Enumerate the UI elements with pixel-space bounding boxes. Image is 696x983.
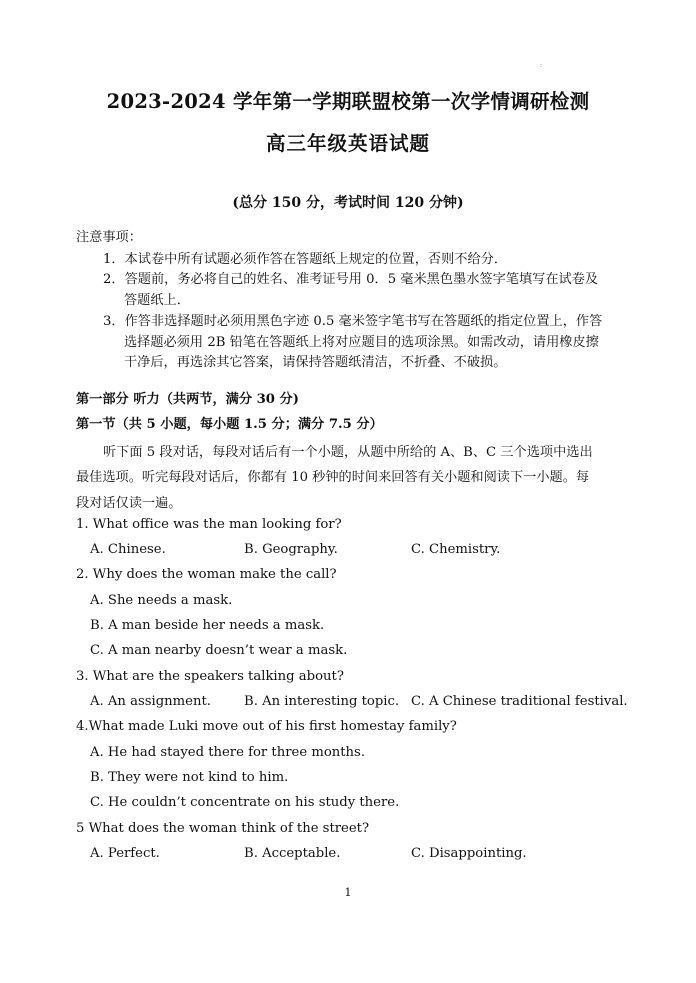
question-1-stem: 1. What office was the man looking for? [76,517,342,532]
notice-item-3: 3．作答非选择题时必须用黑色字迹 0.5 毫米签字笔书写在答题纸的指定位置上，作答 [103,314,603,329]
page-number: 1 [344,886,352,899]
question-5-stem: 5 What does the woman think of the street? [76,821,370,836]
question-2-option-a: A. She needs a mask. [90,593,233,608]
question-2-stem: 2. Why does the woman make the call? [76,567,337,582]
score-time-info: (总分 150 分，考试时间 120 分钟) [232,195,464,211]
part1-heading: 第一部分 听力（共两节，满分 30 分) [76,392,299,407]
notice-heading: 注意事项： [76,230,142,245]
exam-title: 2023-2024 学年第一学期联盟校第一次学情调研检测 [106,90,590,113]
question-2-option-b: B. A man beside her needs a mask. [90,618,325,633]
corner-mark: : [540,62,543,69]
question-3-option-a: A. An assignment. [90,694,211,709]
question-3-stem: 3. What are the speakers talking about? [76,669,344,684]
notice-item-2: 2．答题前，务必将自己的姓名、准考证号用 0．5 毫米黑色墨水签字笔填写在试卷及 [103,272,599,287]
question-4-option-b: B. They were not kind to him. [90,770,289,785]
question-5-option-b: B. Acceptable. [244,846,341,861]
question-3-option-b: B. An interesting topic. [244,694,400,709]
notice-item-2-cont: 答题纸上． [124,293,190,308]
question-4-option-a: A. He had stayed there for three months. [90,745,366,760]
instructions-line-3: 段对话仅读一遍。 [76,496,182,511]
notice-item-3-cont-1: 选择题必须用 2B 铅笔在答题纸上将对应题目的选项涂黑。如需改动，请用橡皮擦 [124,335,599,350]
instructions-line-1: 听下面 5 段对话，每段对话后有一个小题，从题中所给的 A、B、C 三个选项中选出 [103,445,593,460]
question-1-option-c: C. Chemistry. [411,542,501,557]
question-3-option-c: C. A Chinese traditional festival. [411,694,628,709]
question-4-stem: 4.What made Luki move out of his first homestay family? [76,719,457,734]
question-5-option-a: A. Perfect. [90,846,160,861]
section1-heading: 第一节（共 5 小题，每小题 1.5 分；满分 7.5 分） [76,417,383,432]
question-1-option-a: A. Chinese. [90,542,166,557]
question-5-option-c: C. Disappointing. [411,846,527,861]
question-4-option-c: C. He couldn’t concentrate on his study there. [90,795,400,810]
question-2-option-c: C. A man nearby doesn’t wear a mask. [90,643,348,658]
notice-item-3-cont-2: 干净后，再选涂其它答案，请保持答题纸清洁，不折叠、不破损。 [124,355,507,370]
exam-subject-title: 高三年级英语试题 [265,132,430,155]
instructions-line-2: 最佳选项。听完每段对话后，你都有 10 秒钟的时间来回答有关小题和阅读下一小题。每 [76,470,590,485]
notice-item-1: 1．本试卷中所有试题必须作答在答题纸上规定的位置，否则不给分． [103,252,508,267]
question-1-option-b: B. Geography. [244,542,338,557]
